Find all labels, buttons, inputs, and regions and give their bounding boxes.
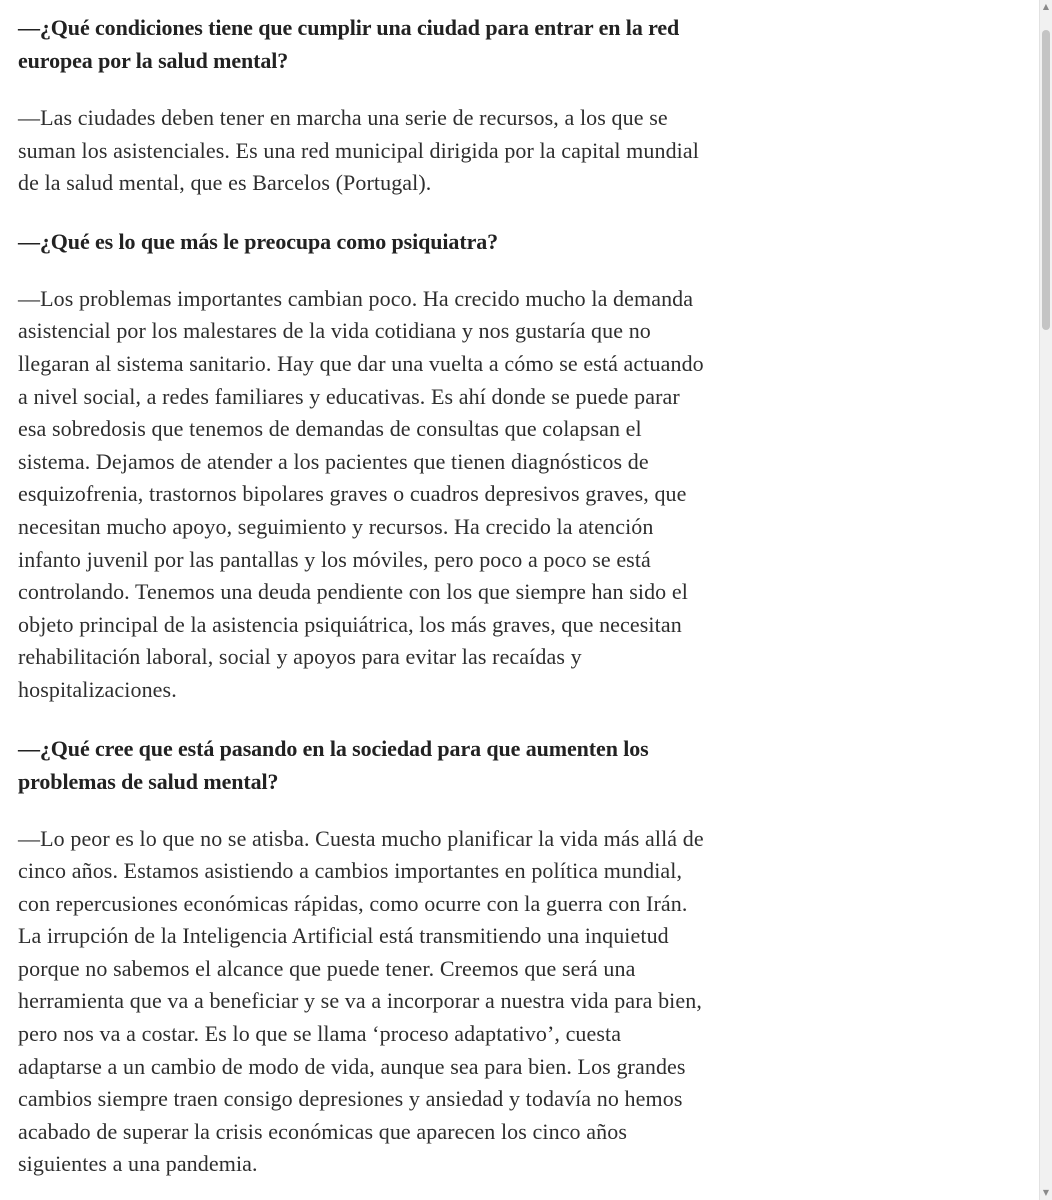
chevron-up-icon[interactable]: ▲ <box>1042 2 1050 11</box>
interview-question: —¿Qué condiciones tiene que cumplir una ciudad para entrar en la red europea por la salud mental? <box>18 15 680 73</box>
interview-answer: —Las ciudades deben tener en marcha una serie de recursos, a los que se suman los asistenciales. Es una red municipal dirigida por la capital mundial de la salud mental, que es Barcelos (Portugal). <box>18 105 699 196</box>
interview-question: —¿Qué cree que está pasando en la sociedad para que aumenten los problemas de salud mental? <box>18 735 649 794</box>
interview-answer: —Lo peor es lo que no se atisba. Cuesta mucho planificar la vida más allá de cinco años. Estamos asistiendo a cambios importantes en política mundial, con repercusiones económicas rápidas, como ocurre con la guerra con Irán. La irrupción de la Inteligencia Artificial está transmitiendo una inquietud porque no sabemos el alcance que puede tener. Creemos que será una herramienta que va a beneficiar y se va a incorporar a nuestra vida para bien, pero nos va a costar. Es lo que se llama ‘proceso adaptativo’, cuesta adaptarse a un cambio de modo de vida, aunque sea para bien. Los grandes cambios siempre traen consigo depresiones y ansiedad y todavía no hemos acabado de superar la crisis económicas que aparecen los cinco años siguientes a una pandemia. <box>18 825 704 1177</box>
interview-question: —¿Qué es lo que más le preocupa como psiquiatra? <box>18 228 499 254</box>
vertical-scrollbar[interactable] <box>1039 0 1052 1200</box>
interview-article <box>18 11 708 1200</box>
scrollbar-thumb[interactable] <box>1042 30 1050 330</box>
interview-answer: —Los problemas importantes cambian poco. Ha crecido mucho la demanda asistencial por los malestares de la vida cotidiana y nos gustaría que no llegaran al sistema sanitario. Hay que dar una vuelta a cómo se está actuando a nivel social, a redes familiares y educativas. Es ahí donde se puede parar esa sobredosis que tenemos de demandas de consultas que colapsan el sistema. Dejamos de atender a los pacientes que tienen diagnósticos de esquizofrenia, trastornos bipolares graves o cuadros depresivos graves, que necesitan mucho apoyo, seguimiento y recursos. Ha crecido la atención infanto juvenil por las pantallas y los móviles, pero poco a poco se está controlando. Tenemos una deuda pendiente con los que siempre han sido el objeto principal de la asistencia psiquiátrica, los más graves, que necesitan rehabilitación laboral, social y apoyos para evitar las recaídas y hospitalizaciones. <box>18 285 704 702</box>
chevron-down-icon[interactable]: ▼ <box>1042 1188 1050 1197</box>
